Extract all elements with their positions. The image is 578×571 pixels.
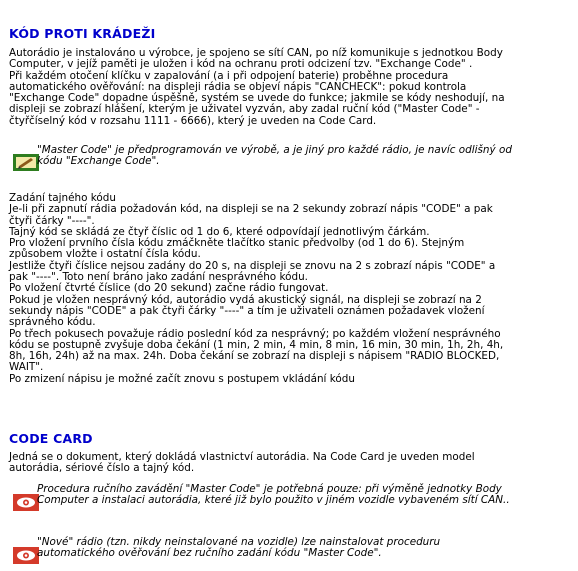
note-line: automatického ověřování bez ručního zadání kódu "Master Code". (37, 547, 382, 560)
note-line: Procedura ručního zavádění "Master Code" je potřebná pouze: při výměně jednotky Body (37, 483, 502, 495)
text-line: Jedná se o dokument, který dokládá vlastnictví autorádia. Na Code Card je uveden model (9, 451, 475, 463)
text-line: Tajný kód se skládá ze čtyř číslic od 1 do 6, které odpovídají jednotlivým čárkám. (9, 225, 430, 238)
text-line: Po třech pokusech považuje rádio poslední kód za nesprávný; po každém vložení nesprávného (9, 327, 501, 340)
text-line: Při každém otočení klíčku v zapalování (a i při odpojení baterie) proběhne procedura (9, 69, 449, 82)
eye-warning-icon (13, 494, 39, 511)
text-line: "Exchange Code" dopadne úspěšně, systém se uvede do funkce; jakmile se kódy neshodují, na (9, 92, 505, 105)
section-title-anti-theft: KÓD PROTI KRÁDEŽI (9, 26, 156, 41)
text-line: displeji se zobrazí hlášení, kterým je uživatel vyzván, aby zadal ruční kód ("Master Code" - (9, 103, 480, 116)
text-line: kódu se postupně zvyšuje doba čekání (1 min, 2 min, 4 min, 8 min, 16 min, 30 min, 1h, 2h, 4h, (9, 338, 504, 351)
text-line: Je-li při zapnutí rádia požadován kód, na displeji se na 2 sekundy zobrazí nápis "CODE" a pak (9, 203, 493, 216)
note-line: kódu "Exchange Code". (37, 155, 160, 168)
section-title-code-card: CODE CARD (9, 431, 93, 446)
manual-procedure-warning (9, 483, 574, 509)
note-line: Computer a instalaci autorádia, které již bylo použito v jiném vozidle vybaveném sítí CAN.. (37, 494, 510, 507)
text-line: Pro vložení prvního čísla kódu zmáčkněte tlačítko stanic předvolby (od 1 do 6). Stejným (9, 237, 465, 250)
text-line: Computer, v jejíž paměti je uložen i kód na ochranu proti odcizení tzv. "Exchange Code" . (9, 58, 473, 71)
text-line: WAIT". (9, 361, 44, 374)
eye-warning-icon (13, 547, 39, 564)
text-line: Zadání tajného kódu (9, 192, 116, 204)
note-line: "Master Code" je předprogramován ve výrobě, a je jiný pro každé rádio, je navíc odlišný od (37, 144, 512, 156)
text-line: čtyři čárky "----". (9, 214, 95, 227)
text-line: Po vložení čtvrté číslice (do 20 sekund) začne rádio fungovat. (9, 282, 329, 295)
anti-theft-intro (9, 48, 569, 127)
text-line: správného kódu. (9, 316, 96, 329)
text-line: automatického ověřování: na displeji rádia se objeví nápis "CANCHECK": pokud kontrola (9, 80, 467, 93)
text-line: Jestliže čtyři číslice nejsou zadány do 20 s, na displeji se znovu na 2 s zobrazí nápis "CODE" a (9, 259, 496, 272)
text-line: Po zmizení nápisu je možné začít znovu s postupem vkládání kódu (9, 372, 355, 385)
code-card-intro (9, 452, 569, 475)
text-line: Pokud je vložen nesprávný kód, autorádio vydá akustický signál, na displeji se zobrazí na 2 (9, 293, 482, 306)
text-line: autorádia, sériové číslo a tajný kód. (9, 462, 195, 475)
text-line: čtyřčíselný kód v rozsahu 1111 - 6666), který je uveden na Code Card. (9, 114, 377, 127)
text-line: sekundy nápis "CODE" a pak čtyři čárky "----" a tím je uživateli oznámen požadavek vložení (9, 304, 485, 317)
master-code-note (9, 144, 574, 170)
note-line: "Nové" rádio (tzn. nikdy neinstalované na vozidle) lze nainstalovat proceduru (37, 536, 441, 548)
text-line: Autorádio je instalováno u výrobce, je spojeno se sítí CAN, po níž komunikuje s jednotkou Body (9, 47, 503, 59)
new-radio-warning (9, 536, 574, 562)
text-line: způsobem vložte i ostatní čísla kódu. (9, 248, 201, 261)
text-line: 8h, 16h, 24h) až na max. 24h. Doba čekání se zobrazí na displeji s nápisem "RADIO BLOCKED, (9, 350, 500, 363)
text-line: pak "----". Toto není bráno jako zadání nesprávného kódu. (9, 271, 308, 284)
pencil-note-icon (13, 154, 39, 171)
code-entry-instructions (9, 193, 569, 385)
